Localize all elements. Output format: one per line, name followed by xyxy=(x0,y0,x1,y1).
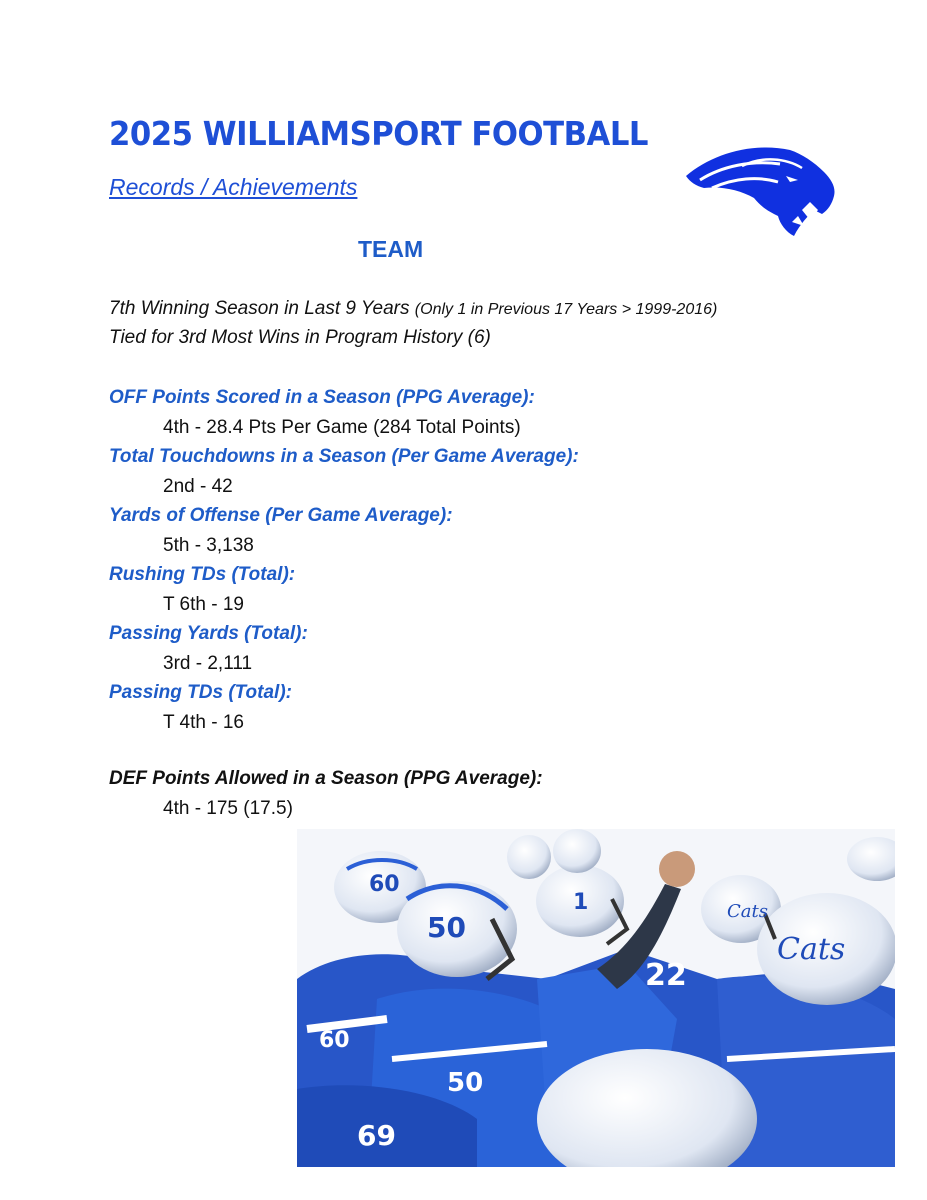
highlight-main: Tied for 3rd Most Wins in Program History (6) xyxy=(109,327,491,348)
highlight-line xyxy=(109,298,717,320)
record-value: 2nd - 42 xyxy=(163,476,233,497)
record-value: T 6th - 19 xyxy=(163,594,244,615)
team-huddle-photo xyxy=(297,829,895,1167)
record-value: 5th - 3,138 xyxy=(163,535,254,556)
defense-value: 4th - 175 (17.5) xyxy=(163,798,293,819)
subtitle-link[interactable]: Records / Achievements xyxy=(109,174,358,200)
jersey-number: 22 xyxy=(645,958,687,993)
record-category: Total Touchdowns in a Season (Per Game Average): xyxy=(109,446,579,467)
helmet-logo-text: Cats xyxy=(727,901,768,922)
record-category: Passing TDs (Total): xyxy=(109,682,292,703)
highlight-line xyxy=(109,327,491,349)
page-title: 2025 WILLIAMSPORT FOOTBALL xyxy=(109,114,649,153)
helmet-logo-text: Cats xyxy=(777,932,846,967)
jersey-number: 69 xyxy=(357,1119,396,1152)
jersey-number: 60 xyxy=(369,872,400,897)
jersey-number: 50 xyxy=(427,911,466,944)
jersey-number: 60 xyxy=(319,1028,350,1053)
record-value: 4th - 28.4 Pts Per Game (284 Total Points) xyxy=(163,417,521,438)
record-value: 3rd - 2,111 xyxy=(163,653,253,674)
highlight-main: 7th Winning Season in Last 9 Years xyxy=(109,298,410,319)
highlight-note: (Only 1 in Previous 17 Years > 1999-2016) xyxy=(414,301,718,318)
defense-category: DEF Points Allowed in a Season (PPG Average): xyxy=(109,768,543,789)
record-category: Yards of Offense (Per Game Average): xyxy=(109,505,453,526)
record-value: T 4th - 16 xyxy=(163,712,244,733)
jersey-number: 50 xyxy=(447,1068,484,1098)
record-category: Rushing TDs (Total): xyxy=(109,564,296,585)
jersey-number: 1 xyxy=(573,890,589,915)
record-category: OFF Points Scored in a Season (PPG Average): xyxy=(109,387,535,408)
record-category: Passing Yards (Total): xyxy=(109,623,308,644)
section-heading: TEAM xyxy=(358,236,424,262)
wildcat-logo xyxy=(682,136,838,240)
